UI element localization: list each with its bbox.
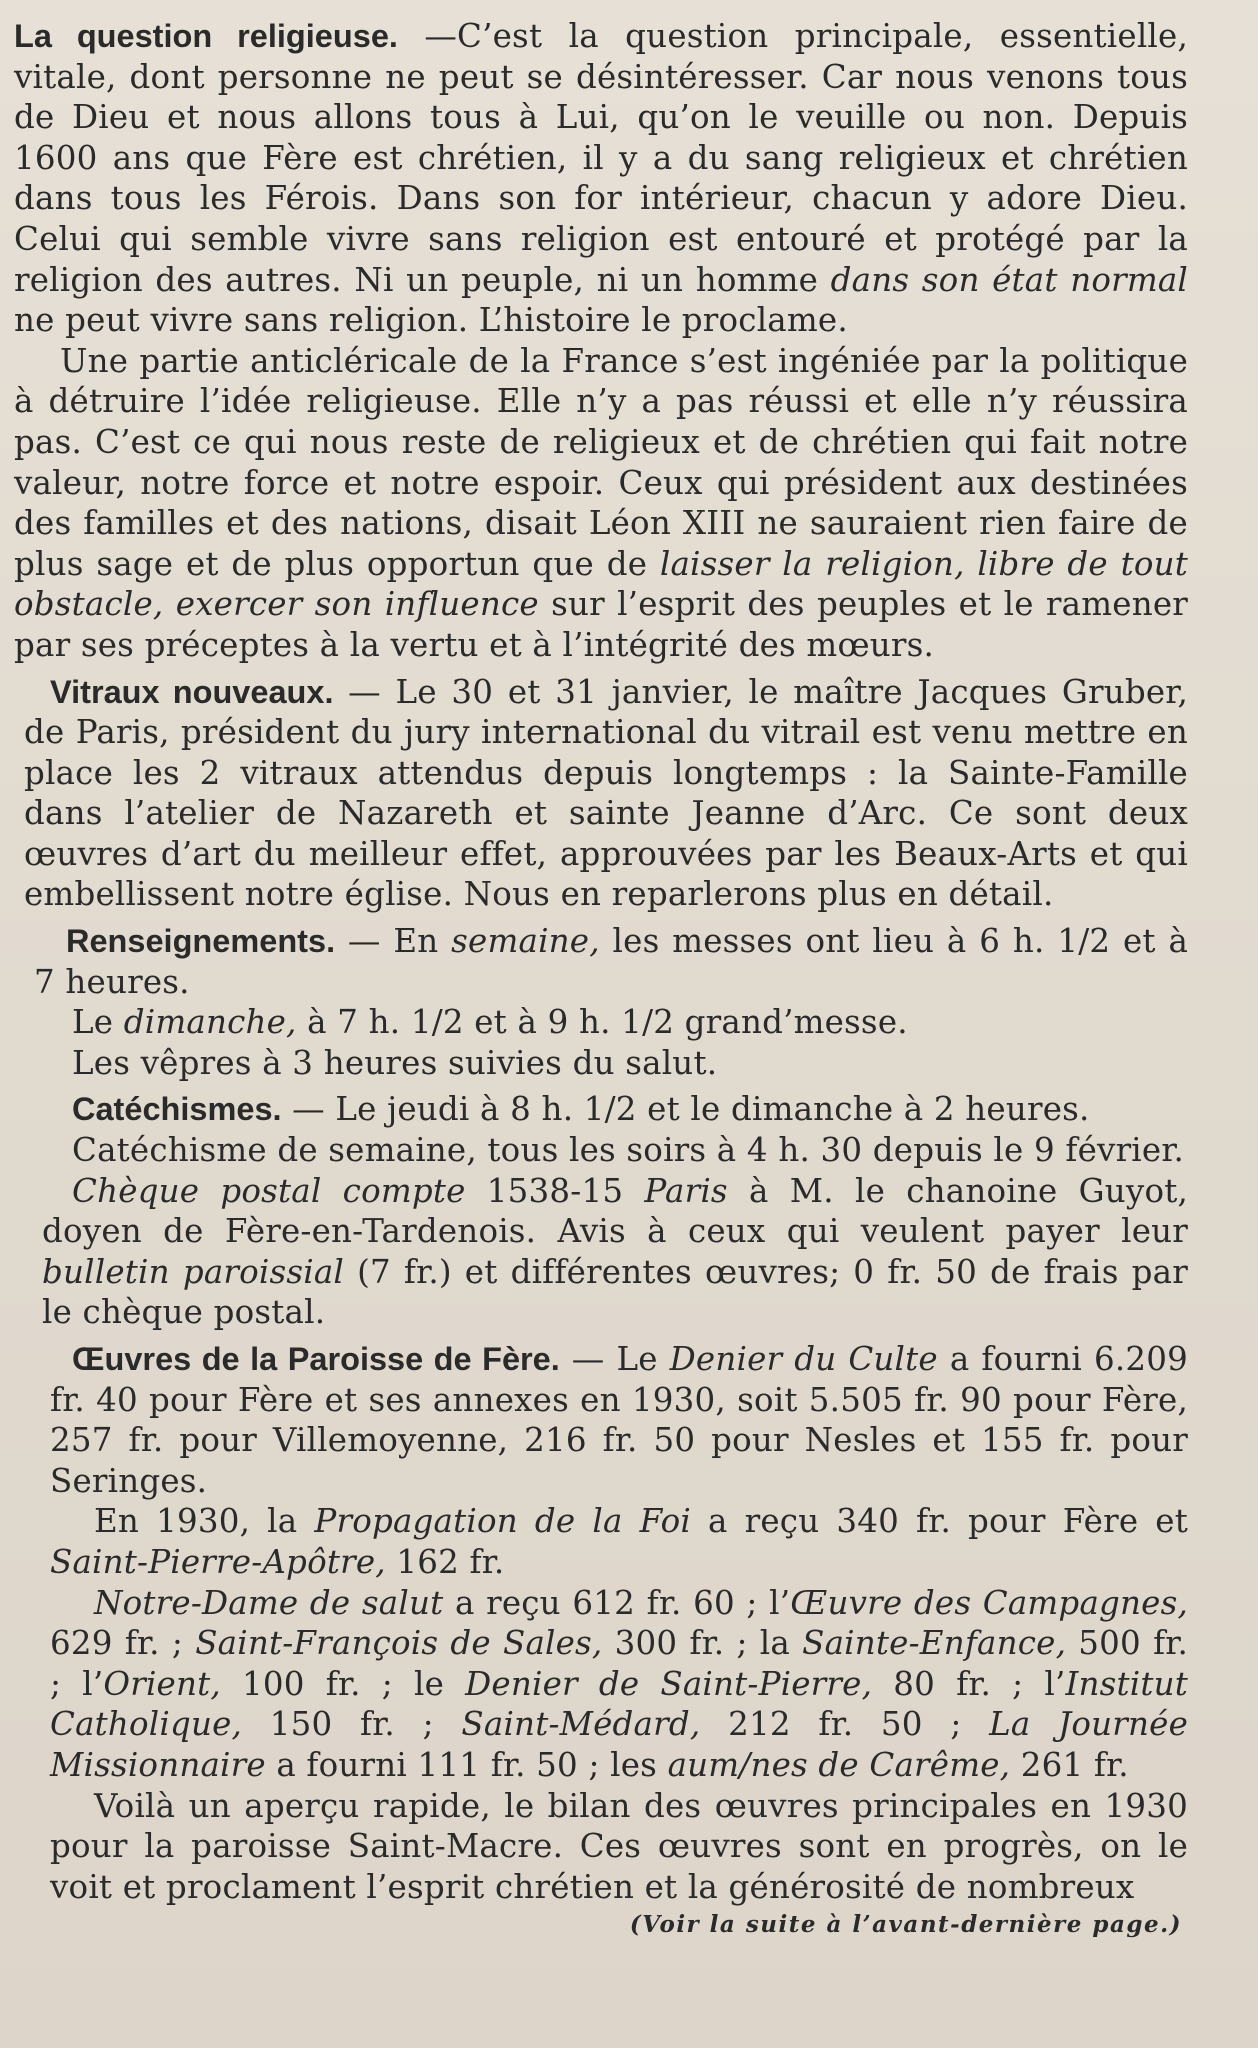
renseignements-heading: Renseignements.	[66, 923, 336, 960]
oeuvres-p3-i4: Sainte-Enfance,	[802, 1624, 1067, 1663]
cheque-paragraph	[14, 1171, 1188, 1333]
catechismes-heading: Catéchismes.	[72, 1091, 282, 1128]
oeuvres-text-b: a fourni 6.209 fr. 40 pour Fère et ses annexes en 1930, soit 5.505 fr. 90 pour Fère, 257 fr. pour Villemoyenne, 216 fr. 50 pour Nesles et 155 fr. pour Seringes.	[50, 1340, 1188, 1500]
religion-p2-italic: laisser la religion, libre de tout obstacle, exercer son influence	[14, 544, 1189, 624]
oeuvres-p3-b: 629 fr. ;	[50, 1624, 184, 1663]
oeuvres-p3-i8: Saint-Médard,	[461, 1705, 701, 1744]
oeuvres-paragraph-2	[14, 1501, 1188, 1582]
renseignements-line-3: Les vêpres à 3 heures suivies du salut.	[72, 1043, 718, 1082]
oeuvres-p3-e: 100 fr. ; le	[242, 1664, 445, 1703]
oeuvres-p2-b: a reçu 340 fr. pour Fère et	[708, 1502, 1189, 1541]
religion-text-b: ne peut vivre sans religion. L’histoire le proclame.	[14, 301, 848, 340]
cheque-number: 1538-15	[486, 1171, 624, 1210]
oeuvres-heading: Œuvres de la Paroisse de Fère.	[72, 1341, 560, 1377]
renseignements-italic: semaine,	[451, 922, 600, 961]
oeuvres-p3-d: 500 fr. ; l’	[50, 1624, 1188, 1703]
religion-paragraph-2	[14, 341, 1188, 666]
oeuvres-p3-i7: Institut Catholique,	[50, 1664, 1189, 1744]
oeuvres-p3-h: 212 fr. 50 ;	[728, 1705, 962, 1744]
religion-text-italic: dans son état normal	[830, 260, 1189, 299]
vitraux-text: — Le 30 et 31 janvier, le maître Jacques Gruber, de Paris, président du jury international du vitrail est venu mettre en place les 2 vitraux attendus depuis longtemps : la Sainte-Famille dans l’atelier de Nazareth et sainte Jeanne d’Arc. Ce sont deux œuvres d’art du meilleur effet, approuvées par les Beaux-Arts et qui embellissent notre église. Nous en reparlerons plus en détail.	[24, 672, 1188, 914]
cheque-text-b: (7 fr.) et différentes œuvres; 0 fr. 50 de frais par le chèque postal.	[42, 1252, 1188, 1332]
oeuvres-text-a: — Le	[571, 1340, 658, 1378]
oeuvres-p2-c: 162 fr.	[396, 1542, 505, 1581]
oeuvres-paragraph-4: Voilà un aperçu rapide, le bilan des œuvres principales en 1930 pour la paroisse Saint-Macre. Ces œuvres sont en progrès, on le voit et proclament l’esprit chrétien et la générosité de nombreux	[50, 1786, 1188, 1906]
renseignements-paragraph	[14, 921, 1188, 1002]
catechismes-line-1	[14, 1089, 1188, 1130]
vitraux-paragraph	[14, 672, 1188, 916]
religion-heading: La question religieuse.	[14, 18, 398, 54]
oeuvres-p2-a: En 1930, la	[94, 1502, 298, 1541]
oeuvres-italic: Denier du Culte	[669, 1340, 938, 1378]
oeuvres-p3-a: a reçu 612 fr. 60 ; l’	[454, 1583, 791, 1622]
oeuvres-p3-i1: Notre-Dame de salut	[94, 1583, 444, 1622]
renseignements-text-b: les messes ont lieu à 6 h. 1/2 et à 7 heures.	[34, 922, 1189, 1001]
renseignements-text-a: — En	[347, 922, 439, 961]
oeuvres-p3-i9: La Journée Missionnaire	[50, 1705, 1189, 1784]
oeuvres-p3-i5: Orient,	[103, 1664, 221, 1703]
oeuvres-p3-f: 80 fr. ; l’	[893, 1664, 1066, 1703]
religion-p2-text-a: Une partie anticléricale de la France s’est ingéniée par la politique à détruire l’idée religieuse. Elle n’y a pas réussi et elle n’y réussira pas. C’est ce qui nous reste de religieux et de chrétien qui fait notre valeur, notre force et notre espoir. Ceux qui président aux destinées des familles et des nations, disait Léon XIII ne sauraient rien faire de plus sage et de plus opportun que de	[14, 341, 1188, 583]
renseignements-l2-a: Le	[72, 1003, 114, 1042]
cheque-text-a: à M. le chanoine Guyot, doyen de Fère-en-Tardenois. Avis à ceux qui veulent payer leur	[42, 1171, 1189, 1251]
religion-text-a: —C’est la question principale, essentielle, vitale, dont personne ne peut se désintéresser. Car nous venons tous de Dieu et nous allons tous à Lui, qu’on le veuille ou non. Depuis 1600 ans que Fère est chrétien, il y a du sang religieux et chrétien dans tous les Férois. Dans son for intérieur, chacun y adore Dieu. Celui qui semble vivre sans religion est entouré et protégé par la religion des autres. Ni un peuple, ni un homme	[14, 17, 1188, 299]
oeuvres-p3-g: 150 fr. ;	[269, 1705, 434, 1744]
renseignements-l2-b: à 7 h. 1/2 et à 9 h. 1/2 grand’messe.	[307, 1003, 908, 1042]
oeuvres-p3-j: a fourni 111 fr. 50 ; les	[276, 1745, 658, 1784]
oeuvres-p3-i6: Denier de Saint-Pierre,	[465, 1664, 873, 1703]
cheque-italic-3: bulletin paroissial	[42, 1252, 345, 1291]
continuation-note: (Voir la suite à l’avant-dernière page.)	[629, 1911, 1182, 1939]
religion-paragraph-1	[14, 16, 1188, 341]
renseignements-line-2	[14, 1002, 1188, 1043]
oeuvres-p2-italic: Propagation de la Foi	[314, 1502, 691, 1541]
cheque-italic-1: Chèque postal compte	[72, 1171, 466, 1210]
vitraux-heading: Vitraux nouveaux.	[50, 673, 334, 710]
oeuvres-p2-italic-2: Saint-Pierre-Apôtre,	[50, 1542, 386, 1581]
oeuvres-p3-i3: Saint-François de Sales,	[195, 1624, 603, 1663]
oeuvres-paragraph-1	[14, 1339, 1188, 1501]
oeuvres-p3-c: 300 fr. ; la	[614, 1624, 790, 1663]
cheque-italic-2: Paris	[644, 1171, 728, 1210]
renseignements-l2-italic: dimanche,	[123, 1003, 297, 1042]
catechismes-line-2: Catéchisme de semaine, tous les soirs à 4 h. 30 depuis le 9 février.	[72, 1131, 1185, 1170]
oeuvres-paragraph-3	[14, 1583, 1188, 1786]
catechismes-text-1: — Le jeudi à 8 h. 1/2 et le dimanche à 2 heures.	[292, 1090, 1090, 1129]
oeuvres-p3-i2: Œuvre des Campagnes,	[790, 1583, 1188, 1622]
religion-p2-text-b: sur l’esprit des peuples et le ramener par ses préceptes à la vertu et à l’intégrité des mœurs.	[14, 585, 1188, 664]
oeuvres-p3-k: 261 fr.	[1020, 1745, 1129, 1784]
oeuvres-p3-i10: aum/nes de Carême,	[667, 1745, 1011, 1784]
